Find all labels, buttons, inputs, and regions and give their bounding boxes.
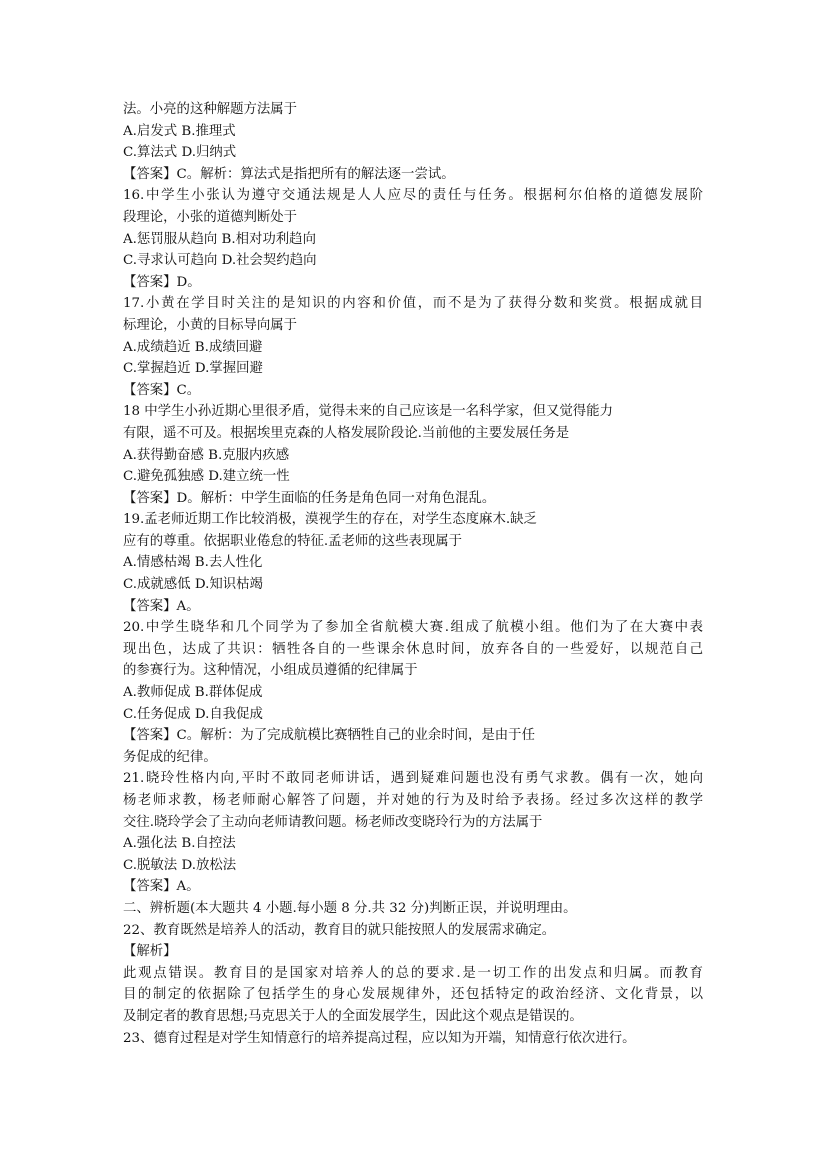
question-19: 19.孟老师近期工作比较消极，漠视学生的存在，对学生态度麻木.缺乏 [123, 512, 537, 528]
question-16: 16.中学生小张认为遵守交通法规是人人应尽的责任与任务。根据柯尔伯格的道德发展阶 [123, 188, 703, 204]
question-23: 23、德育过程是对学生知情意行的培养提高过程，应以知为开端，知情意行依次进行。 [123, 1030, 636, 1046]
analysis-text: 此观点错误。教育目的是国家对培养人的总的要求.是一切工作的出发点和归属。而教育 [123, 965, 703, 981]
text-line: 交往.晓玲学会了主动向老师请教问题。杨老师改变晓玲行为的方法属于 [123, 814, 543, 830]
text-line: 法。小亮的这种解题方法属于 [123, 102, 298, 117]
text-line: 标理论，小黄的目标导向属于 [123, 317, 298, 333]
option-line: C.成就感低 D.知识枯竭 [123, 577, 263, 593]
text-line: 现出色，达成了共识：牺牲各自的一些课余休息时间，放弃各自的一些爱好，以规范自己 [123, 641, 703, 657]
question-20: 20.中学生晓华和几个同学为了参加全省航模大赛.组成了航模小组。他们为了在大赛中表 [123, 620, 703, 636]
option-line: C.避免孤独感 D.建立统一性 [123, 469, 290, 485]
answer-line: 【答案】D。解析：中学生面临的任务是角色同一对角色混乱。 [123, 490, 496, 506]
section-heading: 二、辨析题(本大题共 4 小题.每小题 8 分.共 32 分)判断正误，并说明理由。 [123, 900, 577, 916]
option-line: C.寻求认可趋向 D.社会契约趋向 [123, 253, 317, 269]
text-line: 段理论，小张的道德判断处于 [123, 209, 298, 225]
option-line: C.掌握趋近 D.掌握回避 [123, 361, 263, 377]
text-line: 有限，遥不可及。根据埃里克森的人格发展阶段论.当前他的主要发展任务是 [123, 425, 570, 441]
question-21: 21.晓玲性格内向,平时不敢同老师讲话，遇到疑难问题也没有勇气求教。偶有一次，她向 [123, 771, 703, 787]
analysis-label: 【解析】 [123, 944, 177, 960]
option-line: A.情感枯竭 B.去人性化 [123, 555, 263, 571]
text-line: 的参赛行为。这种情况，小组成员遵循的纪律属于 [123, 663, 418, 679]
option-line: C.脱敏法 D.放松法 [123, 857, 237, 873]
document-page [123, 99, 703, 1049]
text-line: 杨老师求教，杨老师耐心解答了问题，并对她的行为及时给予表扬。经过多次这样的教学 [123, 793, 703, 808]
option-line: C.算法式 D.归纳式 [123, 145, 237, 161]
answer-line: 【答案】A。 [123, 598, 200, 614]
option-line: A.成绩趋近 B.成绩回避 [123, 339, 263, 355]
option-line: A.获得勤奋感 B.克服内疚感 [123, 447, 290, 463]
text-line: 应有的尊重。依据职业倦怠的特征.孟老师的这些表现属于 [123, 533, 463, 549]
option-line: A.强化法 B.自控法 [123, 836, 236, 852]
option-line: A.启发式 B.推理式 [123, 123, 236, 139]
answer-line: 【答案】D。 [123, 274, 201, 290]
question-22: 22、教育既然是培养人的活动，教育目的就只能按照人的发展需求确定。 [123, 922, 556, 938]
answer-line: 【答案】A。 [123, 879, 200, 895]
question-18: 18 中学生小孙近期心里很矛盾，觉得未来的自己应该是一名科学家，但又觉得能力 [123, 404, 613, 420]
answer-line: 【答案】C。 [123, 382, 201, 398]
answer-line: 【答案】C。解析：算法式是指把所有的解法逐一尝试。 [123, 166, 455, 182]
analysis-text: 目的制定的依据除了包括学生的身心发展规律外，还包括特定的政治经济、文化背景，以 [123, 987, 703, 1003]
analysis-text: 及制定者的教育思想;马克思关于人的全面发展学生，因此这个观点是错误的。 [123, 1008, 583, 1024]
option-line: A.教师促成 B.群体促成 [123, 685, 263, 701]
option-line: A.惩罚服从趋向 B.相对功利趋向 [123, 231, 316, 247]
text-line: 务促成的纪律。 [123, 749, 217, 765]
answer-line: 【答案】C。解析：为了完成航模比赛牺牲自己的业余时间，是由于任 [123, 728, 535, 744]
question-17: 17.小黄在学目时关注的是知识的内容和价值，而不是为了获得分数和奖赏。根据成就目 [123, 296, 703, 312]
option-line: C.任务促成 D.自我促成 [123, 706, 263, 722]
